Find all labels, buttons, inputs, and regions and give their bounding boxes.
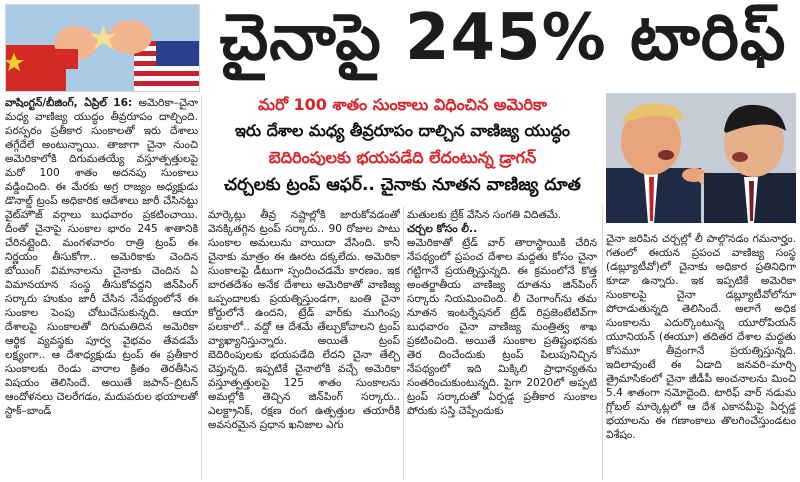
column-divider	[403, 206, 404, 480]
fists-flags-icon	[6, 5, 199, 91]
column-1-text: అమెరికా–చైనా మధ్య వాణిజ్య యుద్ధం తీవ్రరూపం దాల్చింది. పరస్పరం ప్రతీకార సుంకాలతో ఇరు దేశాలు తగ్గేదేలే అంటున్నాయి. తాజాగా చైనా నుంచి అమెరికాలోకి దిగుమతయ్యే వస్తూత్పత్తులపై మరో 100 శాతం అదనపు సుంకాలు వడ్డించింది. ఈ మేరకు అగ్ర రాజ్యం అధ్యక్షుడు డొనాల్డ్ ట్రంప్ అధికారిక ఆదేశాలు జారీ చేసినట్టు వైట్‌హౌజ్ వర్గాలు బుధవారం ప్రకటించాయి. దీంతో చైనాపై సుంకాల భారం 245 శాతానికి చేరినట్లైంది. మంగళవారం రాత్రి ట్రంప్ ఈ నిర్ణయం తీసుకోగా.. అమెరికాకు చెందిన బోయింగ్ విమానాలను చైనాకు చెందిన ఏ విమానయాన సంస్థ తీసుకోవద్దని జిన్‌పింగ్ సర్కారు హుకుం జారీ చేసిన నేపథ్యంలోనే ఈ సుంకాల పెంపు చోటుచేసుకున్నది. ఆయా దేశాలపై సుంకాలతో దిగుమతిదిన అమెరికా ఆర్థిక వ్యవస్థకు పూర్వ వైభవం తేవడమే లక్ష్యంగా.. ఆ దేశాధ్యక్షుడు ట్రంప్ ఈ ప్రతీకార సుంకాలకు రెండు వారాల క్రితం తెరతీసిన విషయం తెలిసిందే. అయితే జపాన్–బ్రిటన్ ఆందోళనలు చెలరేగడం, మదుపరుల భయాలతో స్టాక్–బాండ్	[5, 97, 198, 417]
dateline: వాషింగ్టన్/బీజింగ్, ఏప్రిల్ 16:	[5, 97, 133, 109]
subhead-line-4: చర్చలకు ట్రంప్ ఆఫర్.. చైనాకు నూతన వాణిజ్య దూత	[224, 175, 581, 195]
column-3-text-2: అమెరికాతో ట్రేడ్ వార్ తారాస్థాయికి చేరిన నేపథ్యంలో ప్రపంచ దేశాల మద్దతు కోసం చైనా గట్టిగానే ప్రయత్నిస్తున్నది. ఈ క్రమంలోనే కొత్త అంతర్జాతీయ వాణిజ్య దూతను జిన్‌పింగ్ సర్కారు నియమించింది. లీ చెంగాంగ్‌ను తమ నూతన ఇంటర్నేషనల్ ట్రేడ్ రిప్రజెంటేటివ్‌గా బుధవారం చైనా వాణిజ్య మంత్రిత్వ శాఖ ప్రకటించింది. అయితే సుంకాల ప్రతిష్టంభనకు తెర దించేందుకు ట్రంప్ పిలుపునిచ్చిన నేపథ్యంలో ఇది మిక్కిలి ప్రాధాన్యతను సంతరించుకుంటున్నది. పైగా 2020లో అప్పటి ట్రంప్ సర్కారుతో ఏర్పడ్డ ప్రతీకార సుంకాల పోరుకు సస్తి చెప్పేందుకు	[407, 237, 597, 417]
column-4-text: చైనా జరిపిన చర్చల్లో లీ పాల్గొనడం గమనార్హం. గతంలో ఈయన ప్రపంచ వాణిజ్య సంస్థ (డబ్ల్యూటీవో)లో చైనాకు అధికార ప్రతినిధిగా కూడా ఉన్నారు. ఇక ఇప్పటికే అమెరికా సుంకాలపై చైనా డబ్ల్యూటీవోలోనూ పోరాడుతున్నది తెలిసిందే. అలాగే అధిక సుంకాలను ఎదుర్కొంటున్న యూరోపియన్ యూనియన్ (ఈయూ) తదితర దేశాల మద్దతు కోసమూ తీవ్రంగానే ప్రయత్నిస్తున్నది. ఇదిలావుంటే ఈ ఏడాది జనవరి–మార్చి త్రైమాసికంలో చైనా జీడీపీ అంచనాలను మించి 5.4 శాతంగా నమోదైంది. టారిఫ్ వార్ నడుమ గ్లోబల్ మార్కెట్లలో ఆ దేశ ఎకానమీపై ఏర్పడ్డ భయాలను ఈ గణాంకాలు తొలగించేస్తుండటం విశేషం.	[606, 233, 796, 441]
trade-war-illustration	[5, 4, 200, 92]
column-3-text: మతులకు బ్రేక్ వేసిన సంగతి విదితమే.	[407, 209, 562, 221]
leaders-photo	[606, 93, 796, 223]
headline: చైనాపై 245% టారిఫ్	[219, 0, 787, 75]
article-column-1	[5, 96, 198, 480]
section-caption: చర్చల కోసం లీ..	[407, 223, 478, 235]
column-2-text: మార్కెట్లు తీవ్ర నష్టాల్లోకి జారుకోవడంతో వెనక్కితగ్గిన ట్రంప్ సర్కారు.. 90 రోజుల పాటు సుంకాల అమలును వాయిదా వేసింది. కానీ చైనాకు మాత్రం ఈ ఊరట దక్కలేదు. అమెరికా సుంకాలపై డీటుగా స్పందించడమే కారణం. ఇక బారతదేశం అనేక దేశాలు అమెరికాతో వాణిజ్య ఒప్పందాలకు ప్రయత్నిస్తుండగా, బంతి చైనా కోర్టులోనే ఉందని, ట్రేడ్ వార్‌కు ముగింపు పలకాలో.. వద్దో ఆ దేశమే తేల్చుకోవాలని ట్రంప్ వ్యాఖ్యానిస్తున్నారు. అయితే ట్రంప్ బెదిరింపులకు భయపడేది లేదని చైనా తేల్చి చెప్తున్నది. ఇప్పటికే చైనాలోకి వచ్చే అమెరికా వస్తూత్పత్తులపై 125 శాతం సుంకాలను అమల్లోకి తెచ్చిన జిన్‌పింగ్ సర్కారు.. ఎలక్ట్రానిక్, రక్షణ రంగ ఉత్పత్తుల తయారీకి అవసరమైన ప్రధాన ఖనిజాల ఎగు	[208, 209, 400, 431]
subhead-line-1: మరో 100 శాతం సుంకాలు విధించిన అమెరికా	[258, 95, 547, 114]
article-column-2	[208, 208, 400, 480]
column-divider	[201, 96, 202, 480]
article-column-3	[407, 208, 597, 480]
trump-xi-photo-icon	[606, 93, 796, 223]
subhead-line-3: బెదిరింపులకు భయపడేది లేదంటున్న డ్రాగన్	[268, 148, 537, 167]
article-column-4	[606, 232, 796, 480]
subhead-line-2: ఇరు దేశాల మధ్య తీవ్రరూపం దాల్చిన వాణిజ్య యుద్ధం	[234, 121, 571, 140]
column-divider	[602, 206, 603, 480]
